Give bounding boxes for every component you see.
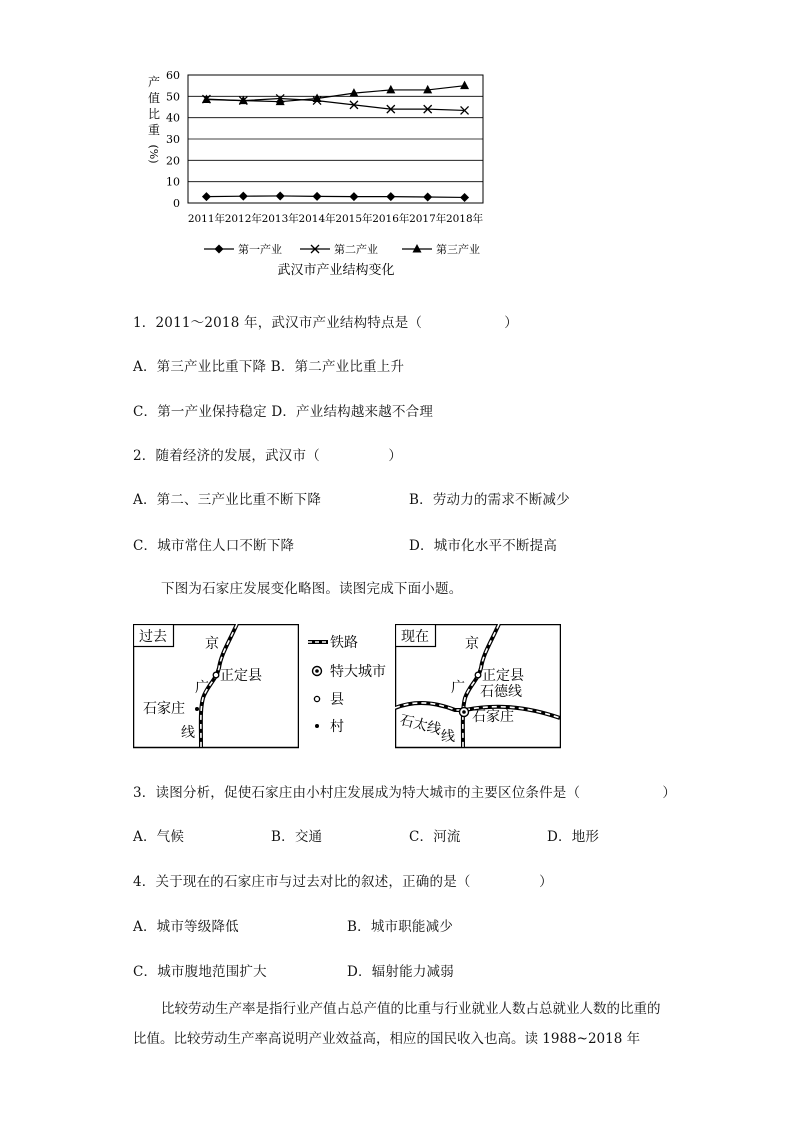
label-guang: 广 — [195, 680, 209, 696]
question-4-stem: 4．关于现在的石家庄市与过去对比的叙述，正确的是（ ） — [133, 874, 553, 890]
map-past-label: 过去 — [139, 629, 167, 645]
legend-village-label: 村 — [330, 719, 344, 735]
county-dot-zhengding-now — [475, 672, 481, 678]
question-2-option-c: C．城市常住人口不断下降 — [133, 538, 295, 554]
legend-item — [402, 242, 480, 256]
question-1-option-cd: C．第一产业保持稳定 D．产业结构越来越不合理 — [133, 404, 434, 420]
legend-county-label: 县 — [330, 692, 344, 708]
x-tick-label: 2018年 — [445, 213, 484, 225]
map-past — [133, 624, 299, 749]
question-4-option-a: A．城市等级降低 — [133, 919, 239, 935]
question-3-option-c: C．河流 — [409, 829, 461, 845]
map-now — [395, 624, 561, 749]
label-guang-now: 广 — [451, 680, 465, 696]
question-3-option-b: B．交通 — [271, 829, 323, 845]
x-tick-label: 2017年 — [409, 213, 447, 225]
legend-label: 第二产业 — [334, 243, 378, 256]
x-tick-label: 2016年 — [372, 213, 410, 225]
question-1-stem: 1．2011～2018 年，武汉市产业结构特点是（ ） — [133, 315, 518, 331]
question-3-option-a: A．气候 — [133, 829, 185, 845]
question-4-option-c: C．城市腹地范围扩大 — [133, 964, 267, 980]
legend-county-symbol — [314, 696, 319, 701]
y-tick-label: 60 — [166, 69, 180, 82]
legend-city-symbol — [313, 667, 322, 676]
label-xian: 线 — [181, 725, 195, 741]
y-tick-label: 10 — [166, 175, 180, 189]
chart-grid — [188, 75, 483, 203]
y-tick-label: 0 — [173, 197, 180, 210]
legend-railway-label: 铁路 — [330, 635, 358, 651]
x-tick-labels — [188, 212, 484, 225]
map-legend — [306, 630, 394, 742]
legend-label: 第三产业 — [436, 243, 480, 256]
labor-productivity-paragraph: 比较劳动生产率是指行业产值占总产值的比重与行业就业人数占总就业人数的比重的比值。比较劳动生产率高说明产业效益高，相应的国民收入也高。读 1988~2018 年 — [133, 1001, 661, 1047]
legend-label: 第一产业 — [238, 243, 282, 256]
y-tick-label: 30 — [166, 133, 180, 146]
legend-village-symbol — [315, 724, 319, 728]
x-tick-label: 2011年 — [187, 213, 226, 225]
y-label-char: 比 — [147, 107, 161, 121]
y-label-char: 值 — [147, 91, 161, 105]
question-3-option-d: D．地形 — [547, 829, 600, 845]
y-axis-label — [147, 74, 160, 164]
legend-city-label: 特大城市 — [330, 664, 386, 680]
city-dot-shijiazhuang — [460, 708, 469, 717]
chart-title: 武汉市产业结构变化 — [277, 263, 395, 278]
x-tick-label: 2013年 — [261, 213, 299, 225]
label-zhengding-now: 正定县 — [482, 668, 524, 684]
data-point — [413, 244, 422, 253]
question-2-option-b: B．劳动力的需求不断减少 — [409, 492, 570, 508]
label-shide: 石德线 — [480, 684, 522, 700]
y-tick-label: 20 — [166, 154, 180, 168]
data-point — [215, 245, 224, 254]
industry-structure-chart — [140, 66, 520, 286]
village-dot-shijiazhuang — [195, 707, 199, 711]
question-2-option-d: D．城市化水平不断提高 — [409, 538, 558, 554]
x-tick-label: 2015年 — [335, 213, 373, 225]
question-3-stem: 3．读图分析，促使石家庄由小村庄发展成为特大城市的主要区位条件是（ ） — [133, 785, 677, 801]
label-shijiazhuang-now: 石家庄 — [472, 709, 514, 725]
question-2-option-a: A．第二、三产业比重不断下降 — [133, 492, 322, 508]
label-xian-now: 线 — [441, 729, 455, 745]
question-2-stem: 2．随着经济的发展，武汉市（ ） — [133, 448, 403, 464]
y-label-unit: (%) — [147, 144, 160, 164]
label-jing-now: 京 — [465, 636, 479, 652]
county-dot-zhengding — [213, 672, 219, 678]
question-4-option-b: B．城市职能减少 — [347, 919, 454, 935]
chart-legend — [204, 242, 480, 256]
x-tick-label: 2012年 — [224, 213, 262, 225]
question-1-option-ab: A．第三产业比重下降 B．第二产业比重上升 — [133, 359, 405, 375]
y-label-char: 产 — [147, 75, 161, 89]
question-4-option-d: D．辐射能力减弱 — [347, 964, 454, 980]
y-tick-label: 50 — [166, 90, 180, 104]
label-zhengding: 正定县 — [220, 668, 262, 684]
map-now-label: 现在 — [401, 629, 429, 645]
legend-item — [204, 242, 282, 256]
label-shitai: 石太线 — [398, 712, 443, 739]
map-intro: 下图为石家庄发展变化略图。读图完成下面小题。 — [161, 581, 463, 597]
y-tick-labels — [166, 69, 180, 210]
label-shijiazhuang-past: 石家庄 — [143, 701, 185, 717]
legend-item — [300, 242, 378, 256]
y-tick-label: 40 — [166, 111, 180, 125]
label-jing: 京 — [205, 636, 219, 652]
y-label-char: 重 — [147, 123, 161, 137]
x-tick-label: 2014年 — [298, 213, 336, 225]
